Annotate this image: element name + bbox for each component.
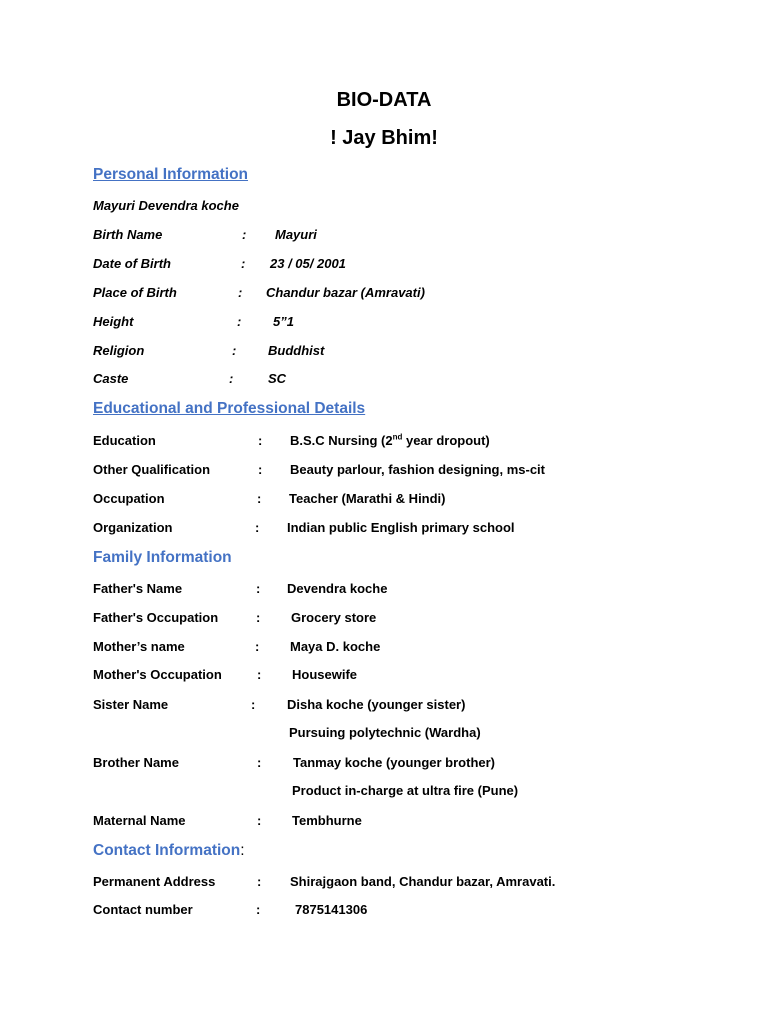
section-heading-contact-text: Contact Information — [93, 842, 241, 859]
value-fathers-occupation: Grocery store — [291, 610, 377, 625]
label-contact-number: Contact number — [93, 902, 193, 917]
label-education: Education — [93, 433, 156, 448]
label-permanent-address: Permanent Address — [93, 874, 216, 889]
label-birth-name: Birth Name — [93, 227, 163, 242]
sep-caste: : — [229, 371, 234, 386]
section-heading-education — [93, 400, 365, 418]
value-date-of-birth: 23 / 05/ 2001 — [270, 256, 346, 271]
sep-organization: : — [255, 520, 260, 535]
label-height: Height — [93, 314, 134, 329]
value-contact-number: 7875141306 — [295, 902, 368, 917]
label-place-of-birth: Place of Birth — [93, 285, 177, 300]
section-heading-family: Family Information — [93, 549, 232, 566]
sep-fathers-name: : — [256, 581, 261, 596]
value-permanent-address: Shirajgaon band, Chandur bazar, Amravati. — [290, 874, 556, 889]
label-maternal-name: Maternal Name — [93, 813, 186, 828]
value-place-of-birth: Chandur bazar (Amravati) — [266, 285, 425, 300]
greeting-title: ! Jay Bhim! — [330, 127, 438, 149]
value-education-sup: nd — [392, 432, 403, 442]
section-heading-contact-colon: : — [240, 842, 245, 859]
value-other-qualification: Beauty parlour, fashion designing, ms-cit — [290, 462, 545, 477]
label-organization: Organization — [93, 520, 173, 535]
label-brother-name: Brother Name — [93, 755, 179, 770]
section-heading-personal-text: Personal Information — [93, 166, 249, 183]
sep-mothers-name: : — [255, 639, 260, 654]
value-sister-detail: Pursuing polytechnic (Wardha) — [289, 725, 481, 740]
sep-religion: : — [232, 343, 237, 358]
label-fathers-occupation: Father's Occupation — [93, 610, 219, 625]
sep-occupation: : — [257, 491, 262, 506]
value-brother-name: Tanmay koche (younger brother) — [293, 755, 496, 770]
label-sister-name: Sister Name — [93, 697, 169, 712]
value-mothers-occupation: Housewife — [292, 667, 358, 682]
section-heading-personal — [93, 166, 248, 184]
sep-date-of-birth: : — [241, 256, 246, 271]
value-education-post: year dropout) — [402, 433, 490, 448]
label-other-qualification: Other Qualification — [93, 462, 211, 477]
section-heading-education-text: Educational and Professional Details — [93, 400, 366, 417]
sep-other-qualification: : — [258, 462, 263, 477]
sep-contact-number: : — [256, 902, 261, 917]
sep-permanent-address: : — [257, 874, 262, 889]
label-caste: Caste — [93, 371, 129, 386]
value-maternal-name: Tembhurne — [292, 813, 362, 828]
value-occupation: Teacher (Marathi & Hindi) — [289, 491, 446, 506]
label-mothers-occupation: Mother's Occupation — [93, 667, 222, 682]
sep-birth-name: : — [242, 227, 247, 242]
value-religion: Buddhist — [268, 343, 325, 358]
value-education-pre: B.S.C Nursing (2 — [290, 433, 393, 448]
sep-height: : — [237, 314, 242, 329]
full-name: Mayuri Devendra koche — [93, 198, 239, 213]
label-occupation: Occupation — [93, 491, 165, 506]
value-birth-name: Mayuri — [275, 227, 317, 242]
value-brother-detail: Product in-charge at ultra fire (Pune) — [292, 783, 519, 798]
label-religion: Religion — [93, 343, 145, 358]
value-caste: SC — [268, 371, 287, 386]
sep-maternal-name: : — [257, 813, 262, 828]
value-sister-name: Disha koche (younger sister) — [287, 697, 466, 712]
sep-fathers-occupation: : — [256, 610, 261, 625]
value-mothers-name: Maya D. koche — [290, 639, 381, 654]
value-education — [290, 433, 490, 448]
label-date-of-birth: Date of Birth — [93, 256, 171, 271]
label-mothers-name: Mother’s name — [93, 639, 185, 654]
sep-brother-name: : — [257, 755, 262, 770]
sep-sister-name: : — [251, 697, 256, 712]
label-fathers-name: Father's Name — [93, 581, 183, 596]
sep-mothers-occupation: : — [257, 667, 262, 682]
value-fathers-name: Devendra koche — [287, 581, 388, 596]
section-heading-contact — [93, 842, 245, 860]
document-title: BIO-DATA — [336, 89, 432, 111]
value-height: 5”1 — [273, 314, 294, 329]
sep-place-of-birth: : — [238, 285, 243, 300]
value-organization: Indian public English primary school — [287, 520, 515, 535]
sep-education: : — [258, 433, 263, 448]
